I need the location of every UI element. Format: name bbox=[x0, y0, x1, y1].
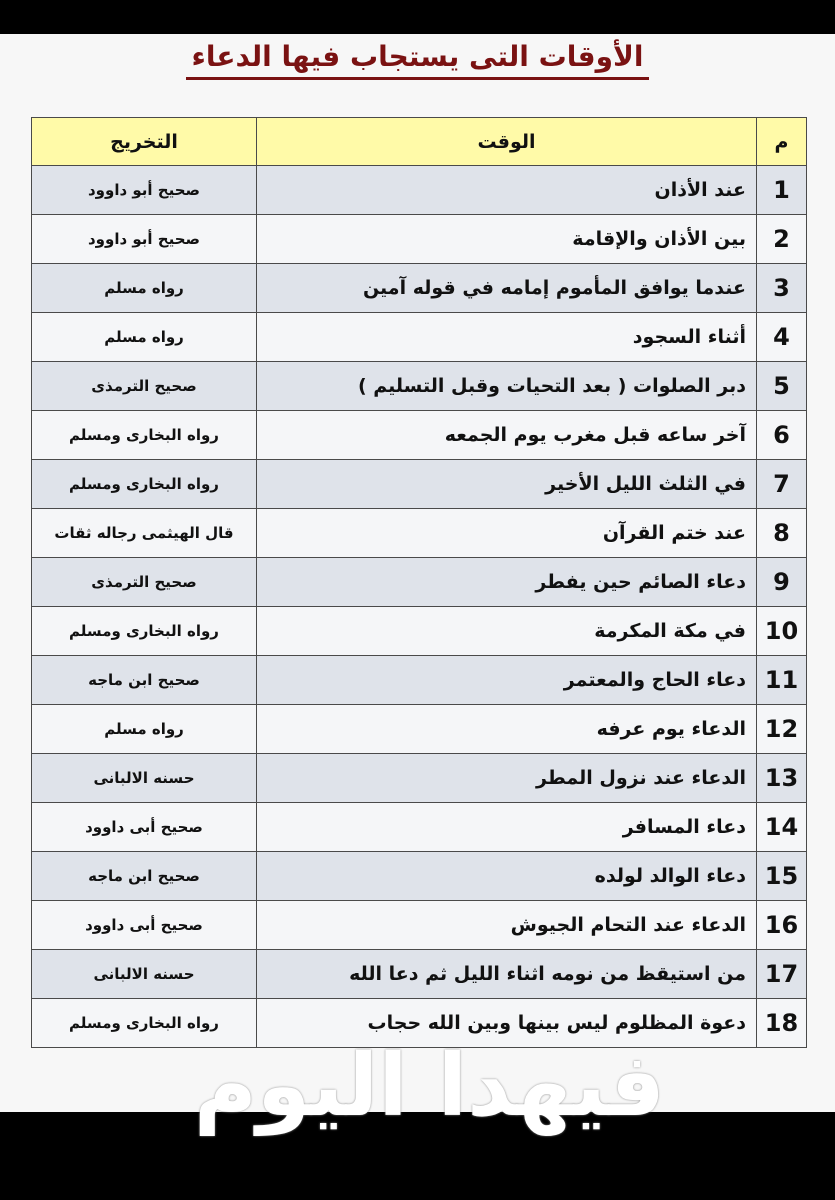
row-source: صحيح الترمذى bbox=[32, 558, 257, 607]
row-number: 11 bbox=[757, 656, 807, 705]
row-source: قال الهيثمى رجاله ثقات bbox=[32, 509, 257, 558]
row-source: رواه البخارى ومسلم bbox=[32, 460, 257, 509]
row-number: 15 bbox=[757, 852, 807, 901]
title-text: الأوقات التى يستجاب فيها الدعاء bbox=[186, 40, 650, 80]
row-time: دعاء الصائم حين يفطر bbox=[257, 558, 757, 607]
row-number: 4 bbox=[757, 313, 807, 362]
row-number: 7 bbox=[757, 460, 807, 509]
row-time: عند ختم القرآن bbox=[257, 509, 757, 558]
row-number: 14 bbox=[757, 803, 807, 852]
row-time: بين الأذان والإقامة bbox=[257, 215, 757, 264]
row-time: في الثلث الليل الأخير bbox=[257, 460, 757, 509]
table-header-row bbox=[32, 118, 807, 166]
header-num: م bbox=[757, 118, 807, 166]
table-row bbox=[32, 656, 807, 705]
row-number: 17 bbox=[757, 950, 807, 999]
table-row bbox=[32, 705, 807, 754]
row-number: 10 bbox=[757, 607, 807, 656]
watermark-logo: فيهدا اليوم bbox=[193, 1036, 665, 1136]
row-source: حسنه الالبانى bbox=[32, 950, 257, 999]
row-source: صحيح أبى داوود bbox=[32, 901, 257, 950]
row-time: عندما يوافق المأموم إمامه في قوله آمين bbox=[257, 264, 757, 313]
row-number: 6 bbox=[757, 411, 807, 460]
table-row bbox=[32, 166, 807, 215]
row-source: رواه مسلم bbox=[32, 705, 257, 754]
row-time: دبر الصلوات ( بعد التحيات وقبل التسليم ) bbox=[257, 362, 757, 411]
row-source: رواه مسلم bbox=[32, 264, 257, 313]
row-source: صحيح الترمذى bbox=[32, 362, 257, 411]
table-row bbox=[32, 215, 807, 264]
row-time: أثناء السجود bbox=[257, 313, 757, 362]
row-time: دعوة المظلوم ليس بينها وبين الله حجاب bbox=[257, 999, 757, 1048]
row-time: الدعاء عند نزول المطر bbox=[257, 754, 757, 803]
row-time: دعاء المسافر bbox=[257, 803, 757, 852]
table-row bbox=[32, 264, 807, 313]
row-source: صحيح ابن ماجه bbox=[32, 656, 257, 705]
row-number: 8 bbox=[757, 509, 807, 558]
table-row bbox=[32, 362, 807, 411]
row-number: 2 bbox=[757, 215, 807, 264]
row-time: دعاء الوالد لولده bbox=[257, 852, 757, 901]
table-row bbox=[32, 509, 807, 558]
table-row bbox=[32, 852, 807, 901]
table-row bbox=[32, 558, 807, 607]
header-time: الوقت bbox=[257, 118, 757, 166]
row-number: 9 bbox=[757, 558, 807, 607]
table-row bbox=[32, 950, 807, 999]
row-number: 3 bbox=[757, 264, 807, 313]
row-time: الدعاء يوم عرفه bbox=[257, 705, 757, 754]
row-time: عند الأذان bbox=[257, 166, 757, 215]
row-source: رواه البخارى ومسلم bbox=[32, 999, 257, 1048]
page-title bbox=[0, 40, 835, 80]
row-source: صحيح أبو داوود bbox=[32, 166, 257, 215]
row-source: صحيح ابن ماجه bbox=[32, 852, 257, 901]
table-row bbox=[32, 803, 807, 852]
row-source: صحيح أبى داوود bbox=[32, 803, 257, 852]
table-row bbox=[32, 901, 807, 950]
row-source: رواه البخارى ومسلم bbox=[32, 411, 257, 460]
row-source: رواه مسلم bbox=[32, 313, 257, 362]
row-number: 18 bbox=[757, 999, 807, 1048]
row-number: 5 bbox=[757, 362, 807, 411]
table-row bbox=[32, 313, 807, 362]
row-time: من استيقظ من نومه اثناء الليل ثم دعا الله bbox=[257, 950, 757, 999]
row-source: صحيح أبو داوود bbox=[32, 215, 257, 264]
prayer-times-table bbox=[31, 117, 807, 1048]
row-source: رواه البخارى ومسلم bbox=[32, 607, 257, 656]
table-row bbox=[32, 754, 807, 803]
table-row bbox=[32, 607, 807, 656]
table-row bbox=[32, 460, 807, 509]
row-time: آخر ساعه قبل مغرب يوم الجمعه bbox=[257, 411, 757, 460]
row-number: 1 bbox=[757, 166, 807, 215]
row-time: دعاء الحاج والمعتمر bbox=[257, 656, 757, 705]
table-row bbox=[32, 411, 807, 460]
row-number: 12 bbox=[757, 705, 807, 754]
row-source: حسنه الالبانى bbox=[32, 754, 257, 803]
row-time: الدعاء عند التحام الجيوش bbox=[257, 901, 757, 950]
row-number: 13 bbox=[757, 754, 807, 803]
row-number: 16 bbox=[757, 901, 807, 950]
row-time: في مكة المكرمة bbox=[257, 607, 757, 656]
header-source: التخريج bbox=[32, 118, 257, 166]
